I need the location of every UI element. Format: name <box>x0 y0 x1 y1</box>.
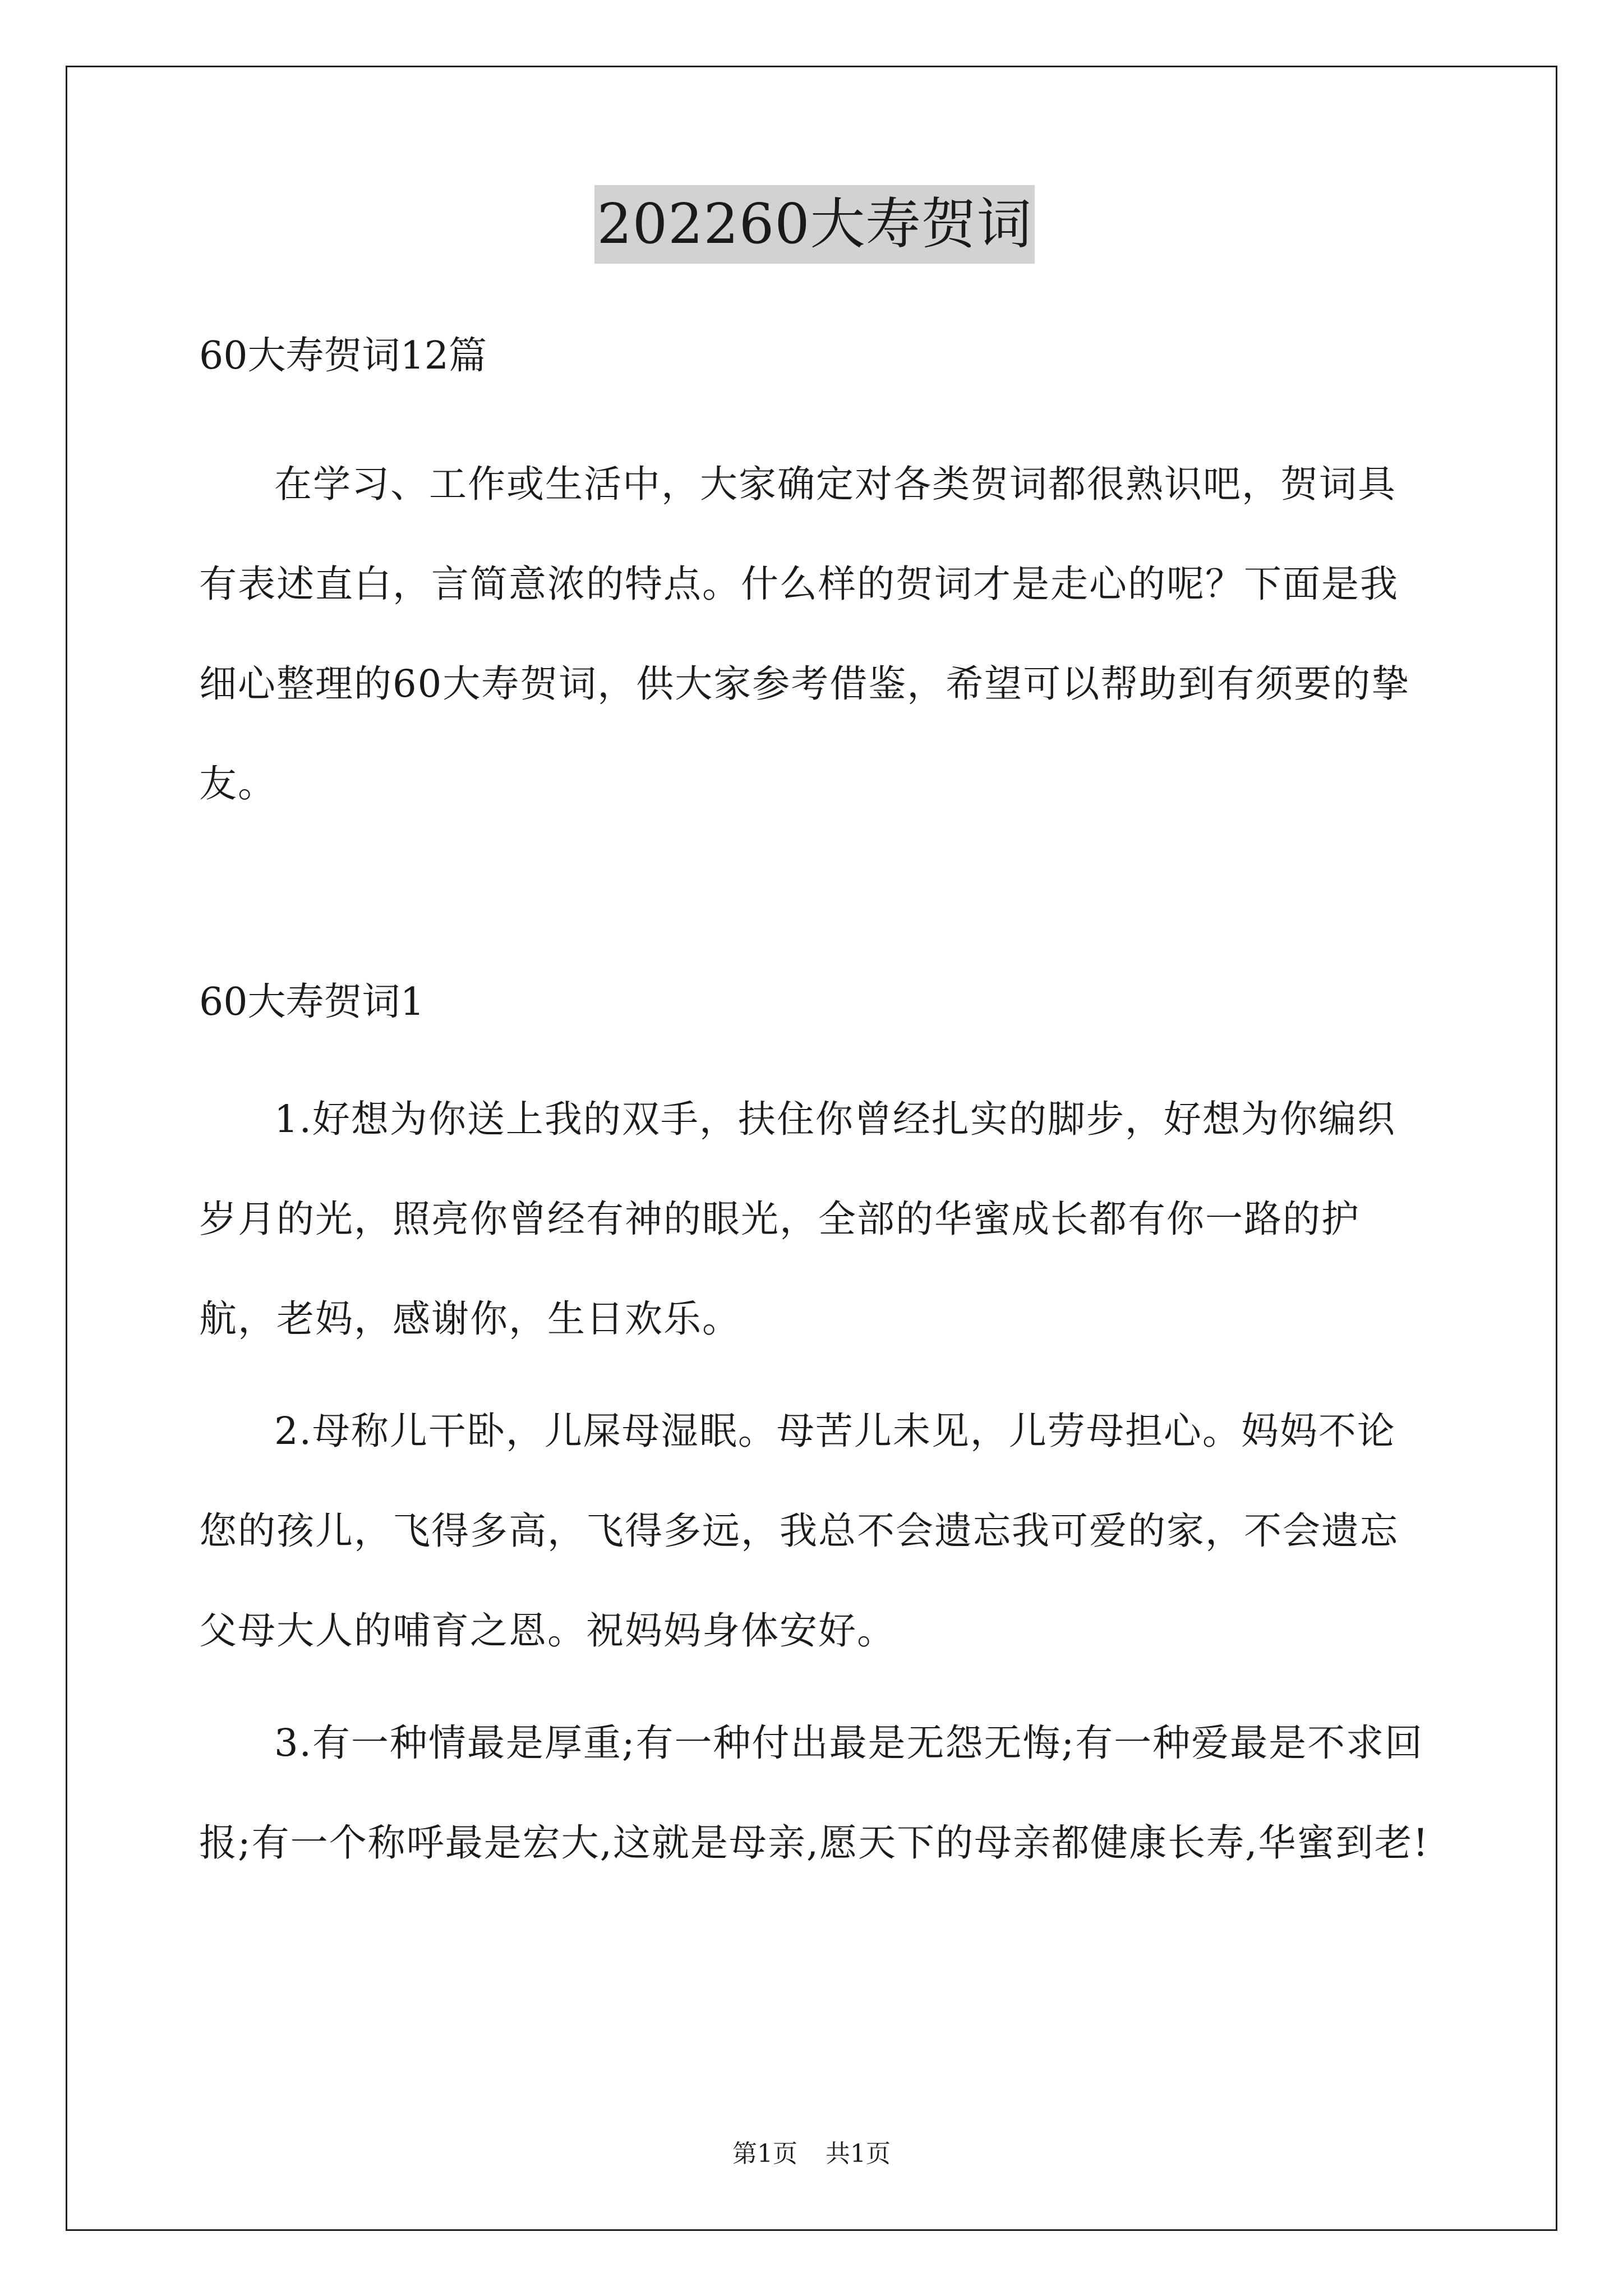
title-container <box>199 185 1430 264</box>
section-heading: 60大寿贺词1 <box>199 980 425 1024</box>
page-number-current: 第1页 <box>732 2139 797 2168</box>
page-footer <box>0 2137 1623 2171</box>
document-subtitle: 60大寿贺词12篇 <box>199 334 487 378</box>
document-body <box>199 185 1430 1905</box>
intro-paragraph: 在学习、工作或生活中，大家确定对各类贺词都很熟识吧，贺词具有表述直白，言简意浓的特点。什么样的贺词才是走心的呢？下面是我细心整理的60大寿贺词，供大家参考借鉴，希望可以帮助到有须要的挚友。 <box>199 462 1410 806</box>
greeting-item-1: 1.好想为你送上我的双手，扶住你曾经扎实的脚步，好想为你编织岁月的光，照亮你曾经有神的眼光，全部的华蜜成长都有你一路的护航，老妈，感谢你，生日欢乐。 <box>199 1097 1396 1341</box>
document-title: 202260大寿贺词 <box>594 185 1034 264</box>
greeting-item-3: 3.有一种情最是厚重;有一种付出最是无怨无悔;有一种爱最是不求回报;有一个称呼最是宏大,这就是母亲,愿天下的母亲都健康长寿,华蜜到老! <box>199 1721 1430 1865</box>
greeting-item-2: 2.母称儿干卧，儿屎母湿眠。母苦儿未见，儿劳母担心。妈妈不论您的孩儿，飞得多高，飞得多远，我总不会遗忘我可爱的家，不会遗忘父母大人的哺育之恩。祝妈妈身体安好。 <box>199 1409 1399 1653</box>
page-number-total: 共1页 <box>826 2139 891 2168</box>
